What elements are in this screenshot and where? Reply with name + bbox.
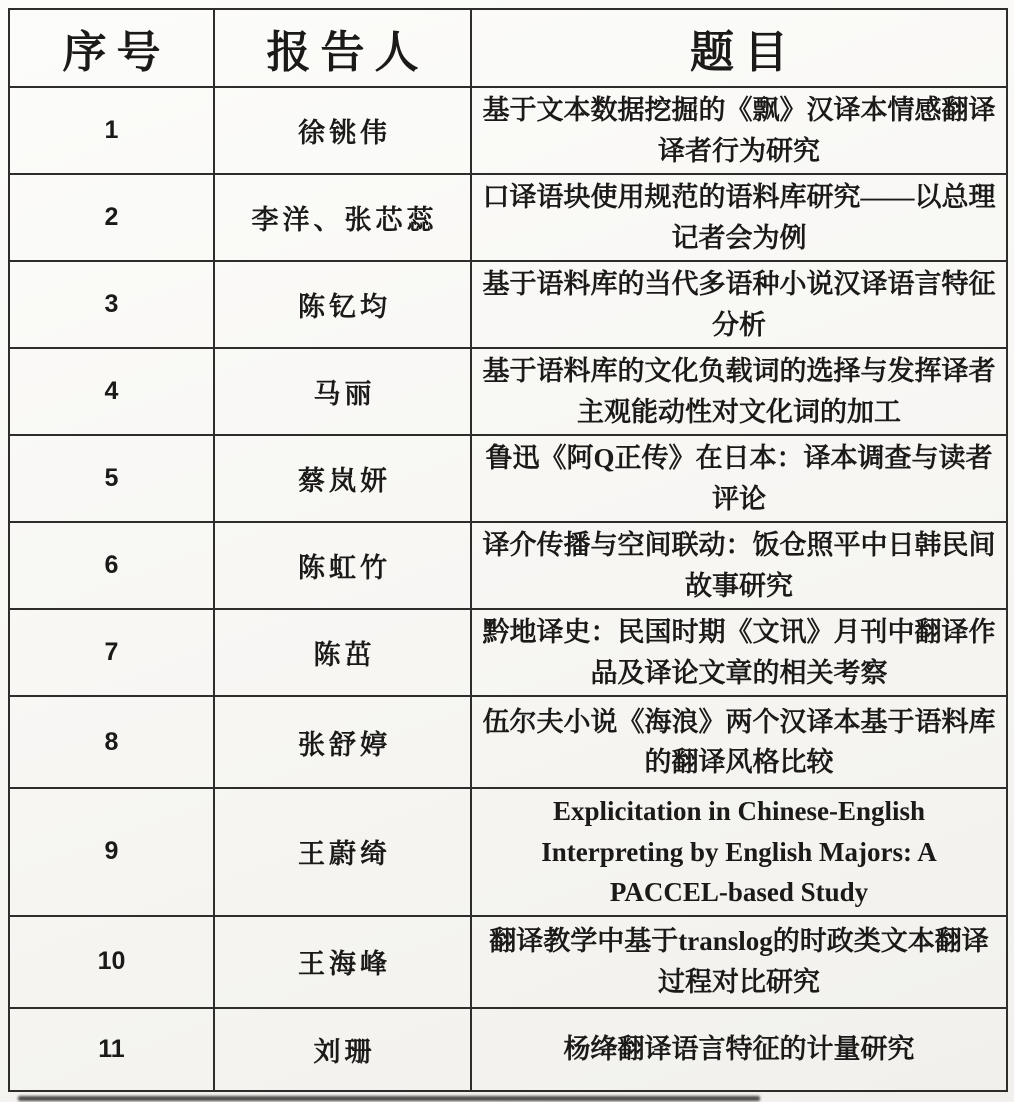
row-number: 7 xyxy=(9,609,214,696)
report-title: 杨绛翻译语言特征的计量研究 xyxy=(471,1008,1007,1091)
row-number: 11 xyxy=(9,1008,214,1091)
report-title: 基于文本数据挖掘的《飘》汉译本情感翻译译者行为研究 xyxy=(471,87,1007,174)
report-title: Explicitation in Chinese-English Interpreting by English Majors: A PACCEL-based Study xyxy=(471,788,1007,916)
row-number: 10 xyxy=(9,916,214,1008)
report-title: 鲁迅《阿Q正传》在日本：译本调查与读者评论 xyxy=(471,435,1007,522)
table-row xyxy=(9,609,1007,696)
row-number: 4 xyxy=(9,348,214,435)
row-number: 1 xyxy=(9,87,214,174)
header-presenter: 报告人 xyxy=(214,9,471,87)
table-row xyxy=(9,916,1007,1008)
table-row xyxy=(9,1008,1007,1091)
presenter-name: 蔡岚妍 xyxy=(214,435,471,522)
table-row xyxy=(9,174,1007,261)
report-title: 伍尔夫小说《海浪》两个汉译本基于语料库的翻译风格比较 xyxy=(471,696,1007,788)
report-title: 口译语块使用规范的语料库研究——以总理记者会为例 xyxy=(471,174,1007,261)
presenter-name: 陈虹竹 xyxy=(214,522,471,609)
presenter-name: 张舒婷 xyxy=(214,696,471,788)
presenter-name: 李洋、张芯蕊 xyxy=(214,174,471,261)
table-row xyxy=(9,435,1007,522)
presentation-schedule-table xyxy=(8,8,1008,1092)
report-title: 翻译教学中基于translog的时政类文本翻译过程对比研究 xyxy=(471,916,1007,1008)
row-number: 9 xyxy=(9,788,214,916)
report-title: 黔地译史：民国时期《文讯》月刊中翻译作品及译论文章的相关考察 xyxy=(471,609,1007,696)
row-number: 3 xyxy=(9,261,214,348)
table-row xyxy=(9,348,1007,435)
row-number: 5 xyxy=(9,435,214,522)
table-row xyxy=(9,696,1007,788)
presenter-name: 王海峰 xyxy=(214,916,471,1008)
table-row xyxy=(9,788,1007,916)
table-header-row xyxy=(9,9,1007,87)
table-row xyxy=(9,261,1007,348)
report-title: 基于语料库的文化负载词的选择与发挥译者主观能动性对文化词的加工 xyxy=(471,348,1007,435)
report-title: 译介传播与空间联动：饭仓照平中日韩民间故事研究 xyxy=(471,522,1007,609)
header-title: 题目 xyxy=(471,9,1007,87)
row-number: 2 xyxy=(9,174,214,261)
presenter-name: 徐铫伟 xyxy=(214,87,471,174)
next-row-cropped-edge xyxy=(18,1096,760,1101)
report-title: 基于语料库的当代多语种小说汉译语言特征分析 xyxy=(471,261,1007,348)
presenter-name: 马丽 xyxy=(214,348,471,435)
presenter-name: 王蔚绮 xyxy=(214,788,471,916)
presenter-name: 陈钇均 xyxy=(214,261,471,348)
header-serial-number: 序号 xyxy=(9,9,214,87)
table-row xyxy=(9,522,1007,609)
row-number: 6 xyxy=(9,522,214,609)
presenter-name: 陈茁 xyxy=(214,609,471,696)
table-row xyxy=(9,87,1007,174)
presenter-name: 刘珊 xyxy=(214,1008,471,1091)
row-number: 8 xyxy=(9,696,214,788)
